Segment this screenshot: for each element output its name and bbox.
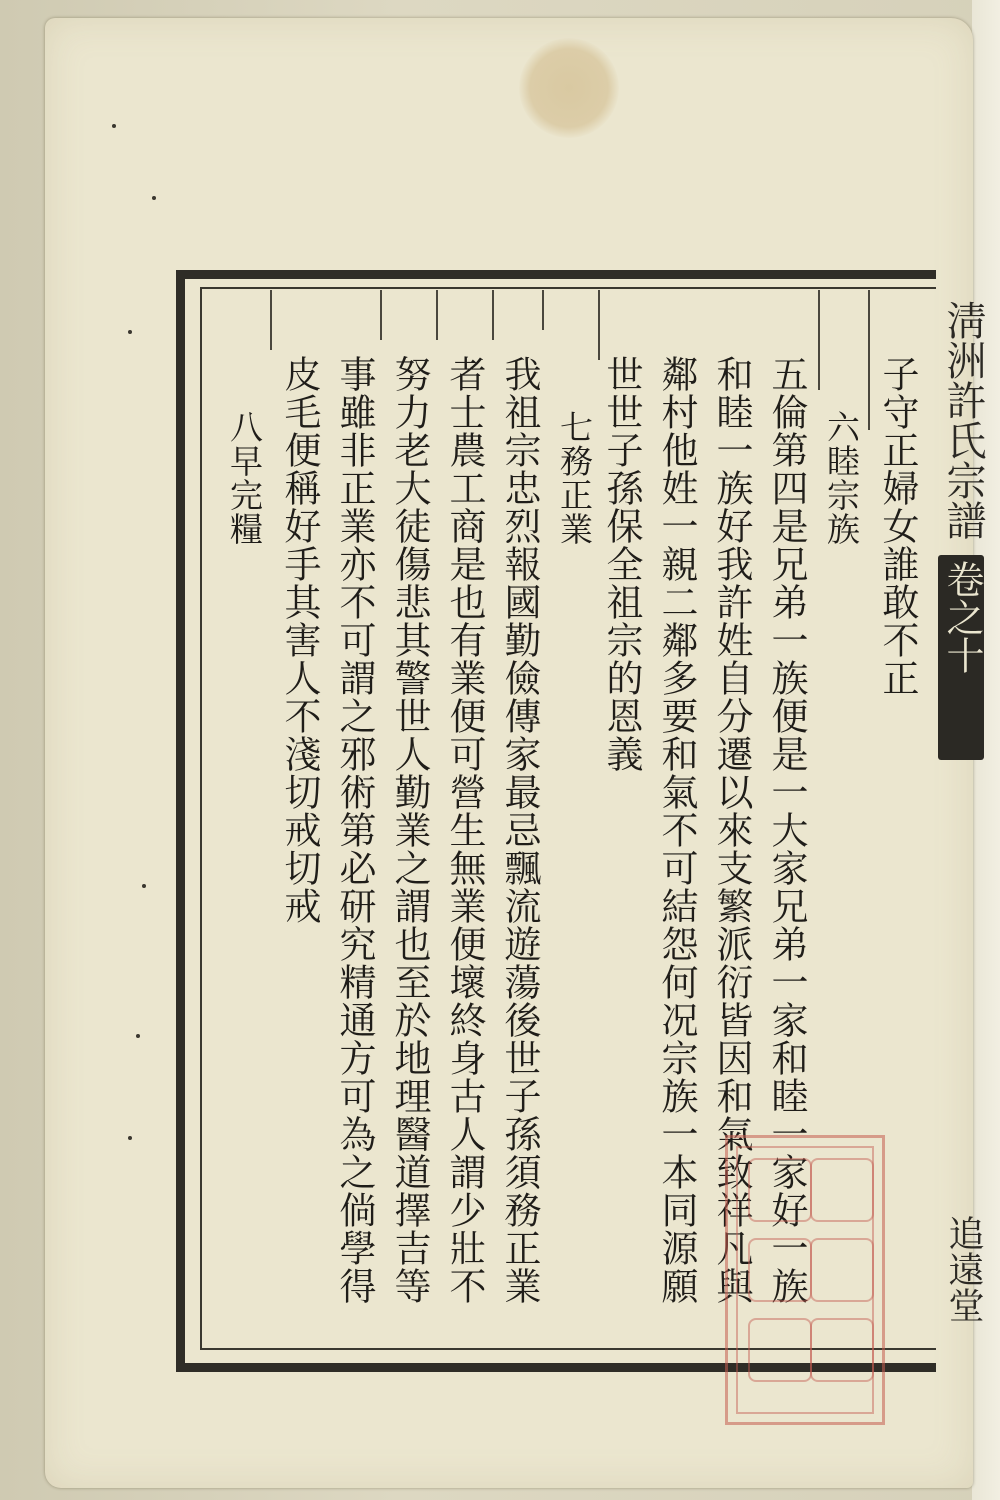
column-rule <box>598 290 600 360</box>
paper-speck <box>112 124 116 128</box>
text-column-10: 努力老大徒傷悲其警世人勤業之謂也至於地理醫道擇吉等 <box>388 355 431 1305</box>
text-column-5: 鄰村他姓一親二鄰多要和氣不可結怨何况宗族一本同源願 <box>655 355 698 1305</box>
column-rule <box>818 290 820 390</box>
text-column-9: 者士農工商是也有業便可營生無業便壞終身古人謂少壯不 <box>443 355 486 1305</box>
water-stain <box>519 38 619 138</box>
paper-speck <box>142 884 146 888</box>
text-column-4: 和睦一族好我許姓自分遷以來支繁派衍皆因和氣致祥凡與 <box>710 355 753 1305</box>
section-heading-6: 六睦宗族 <box>822 410 861 546</box>
text-column-8: 我祖宗忠烈報國勤儉傳家最忌飄流遊蕩後世子孫須務正業 <box>498 355 541 1305</box>
text-column-3: 五倫第四是兄弟一族便是一大家兄弟一家和睦一家好一族 <box>765 355 808 1305</box>
volume-label: 卷之十 <box>940 560 984 674</box>
column-rule <box>492 290 494 340</box>
column-rule <box>436 290 438 340</box>
paper-speck <box>152 196 156 200</box>
seal-glyph <box>748 1238 812 1302</box>
seal-glyph <box>748 1318 812 1382</box>
seal-glyph <box>748 1158 812 1222</box>
seal-glyph <box>810 1238 874 1302</box>
book-title: 淸洲許氏宗譜 <box>940 300 986 540</box>
paper-speck <box>136 1034 140 1038</box>
column-rule <box>380 290 382 340</box>
text-column-11: 事雖非正業亦不可謂之邪術第必研究精通方可為之倘學得 <box>333 355 376 1305</box>
column-rule <box>542 290 544 330</box>
seal-glyph <box>810 1318 874 1382</box>
hall-name: 追遠堂 <box>943 1215 984 1323</box>
section-heading-8: 八早完糧 <box>225 410 264 546</box>
text-column-12: 皮毛便稱好手其害人不淺切戒切戒 <box>278 355 321 925</box>
paper-speck <box>128 1136 132 1140</box>
text-column-6: 世世子孫保全祖宗的恩義 <box>600 355 643 773</box>
column-rule <box>868 290 870 430</box>
seal-glyph <box>810 1158 874 1222</box>
text-column-1: 子守正婦女誰敢不正 <box>876 355 919 697</box>
red-seal-stamp <box>725 1135 885 1425</box>
section-heading-7: 七務正業 <box>555 410 594 546</box>
column-rule <box>270 290 272 350</box>
paper-speck <box>128 330 132 334</box>
